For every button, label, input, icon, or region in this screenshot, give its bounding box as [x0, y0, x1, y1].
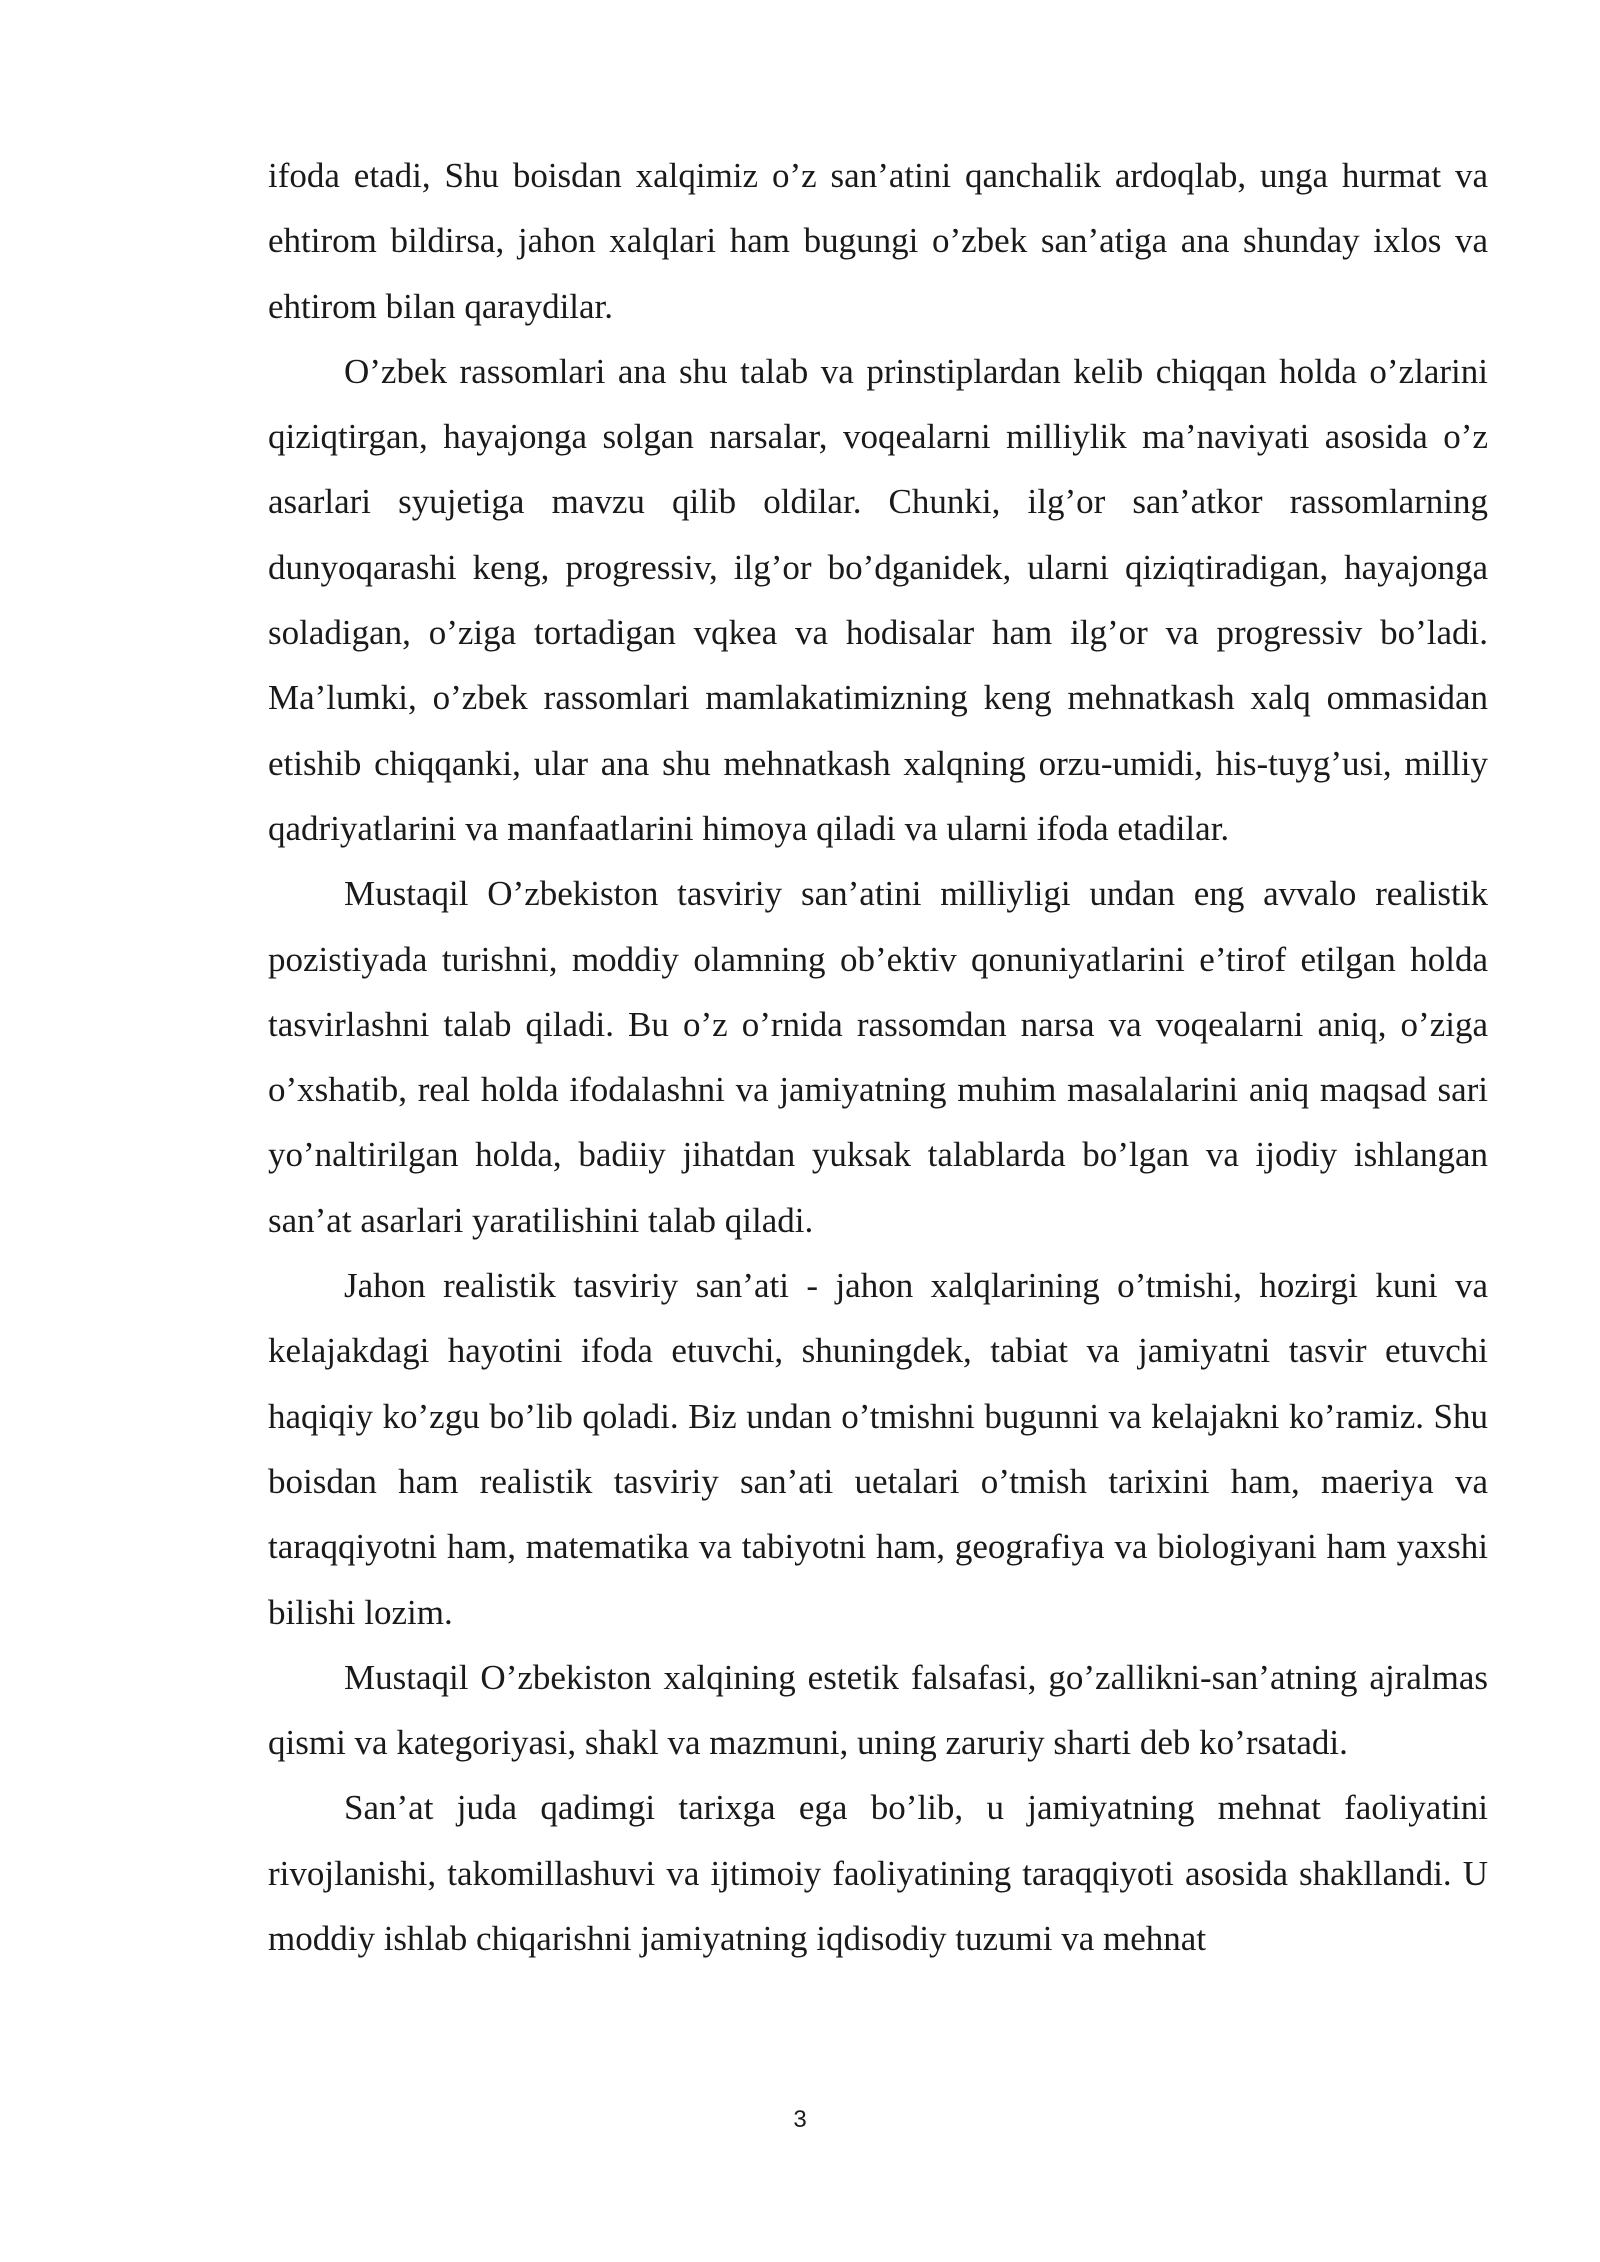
paragraph-3: Mustaqil O’zbekiston tasviriy san’atini milliyligi undan eng avvalo realistik pozistiyada turishni, moddiy olamning ob’ektiv qonuniyatlarini e’tirof etilgan holda tasvirlashni talab qiladi. Bu o’z o’rnida rassomdan narsa va voqealarni aniq, o’ziga o’xshatib, real holda ifodalashni va jamiyatning muhim masalalarini aniq maqsad sari yo’naltirilgan holda, badiiy jihatdan yuksak talablarda bo’lgan va ijodiy ishlangan san’at asarlari yaratilishini talab qiladi.: [268, 874, 1488, 1240]
paragraph-4: Jahon realistik tasviriy san’ati - jahon xalqlarining o’tmishi, hozirgi kuni va kelajakdagi hayotini ifoda etuvchi, shuningdek, tabiat va jamiyatni tasvir etuvchi haqiqiy ko’zgu bo’lib qoladi. Biz undan o’tmishni bugunni va kelajakni ko’ramiz. Shu boisdan ham realistik tasviriy san’ati uetalari o’tmish tarixini ham, maeriya va taraqqiyotni ham, matematika va tabiyotni ham, geografiya va biologiyani ham yaxshi bilishi lozim.: [268, 1266, 1488, 1632]
paragraph-1: ifoda etadi, Shu boisdan xalqimiz o’z san’atini qanchalik ardoqlab, unga hurmat va ehtirom bildirsa, jahon xalqlari ham bugungi o’zbek san’atiga ana shunday ixlos va ehtirom bilan qaraydilar.: [268, 156, 1488, 326]
page-number: 3: [793, 2106, 807, 2133]
paragraph-2: O’zbek rassomlari ana shu talab va prinstiplardan kelib chiqqan holda o’zlarini qiziqtirgan, hayajonga solgan narsalar, voqealarni milliylik ma’naviyati asosida o’z asarlari syujetiga mavzu qilib oldilar. Chunki, ilg’or san’atkor rassomlarning dunyoqarashi keng, progressiv, ilg’or bo’dganidek, ularni qiziqtiradigan, hayajonga soladigan, o’ziga tortadigan vqkea va hodisalar ham ilg’or va progressiv bo’ladi. Ma’lumki, o’zbek rassomlari mamlakatimizning keng mehnatkash xalq ommasidan etishib chiqqanki, ular ana shu mehnatkash xalqning orzu-umidi, his-tuyg’usi, milliy qadriyatlarini va manfaatlarini himoya qiladi va ularni ifoda etadilar.: [268, 351, 1488, 848]
paragraph-6: San’at juda qadimgi tarixga ega bo’lib, u jamiyatning mehnat faoliyatini rivojlanishi, takomillashuvi va ijtimoiy faoliyatining taraqqiyoti asosida shakllandi. U moddiy ishlab chiqarishni jamiyatning iqdisodiy tuzumi va mehnat: [268, 1788, 1488, 1959]
paragraph-5: Mustaqil O’zbekiston xalqining estetik falsafasi, go’zallikni-san’atning ajralmas qismi va kategoriyasi, shakl va mazmuni, uning zaruriy sharti deb ko’rsatadi.: [268, 1657, 1488, 1763]
page-body-text: [268, 143, 1488, 1971]
